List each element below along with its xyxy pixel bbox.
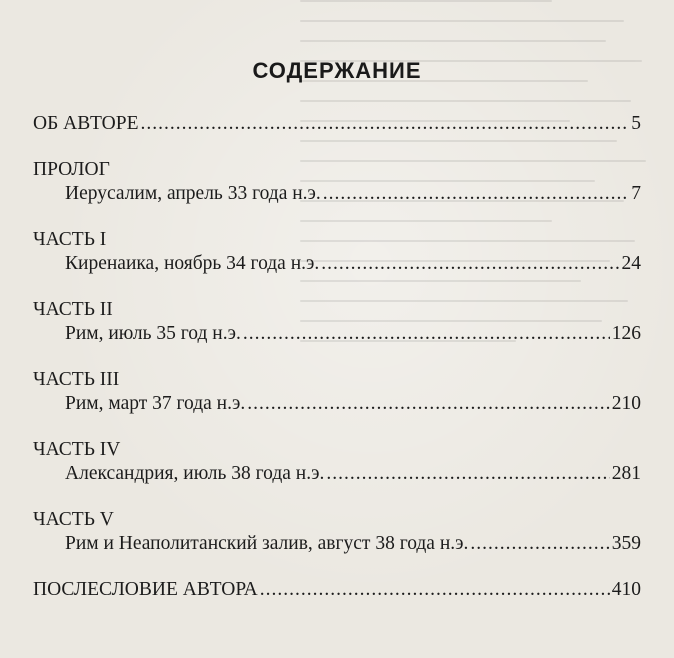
toc-entry-label: Рим, март 37 года н.э. [65,393,246,414]
toc-heading-part-3: ЧАСТЬ III [33,369,120,390]
dot-leader [243,322,610,346]
toc-heading-part-1: ЧАСТЬ I [33,229,107,250]
toc-heading-part-5: ЧАСТЬ V [33,509,114,530]
dot-leader [470,532,609,556]
toc-entry-label: Рим и Неаполитанский залив, август 38 года н.э. [65,533,469,554]
toc-entry-label: ОБ АВТОРЕ [33,113,139,134]
toc-entry-part-3 [33,392,641,416]
toc-page-number: 281 [611,463,641,484]
toc-page-number: 126 [611,323,641,344]
dot-leader [321,252,619,276]
toc-entry-label: Киренаика, ноябрь 34 года н.э. [65,253,320,274]
toc-entry-part-5 [33,532,641,556]
toc-entry-part-1 [33,252,641,276]
dot-leader [326,462,609,486]
toc-entry-label: Иерусалим, апрель 33 года н.э. [65,183,321,204]
page-title: СОДЕРЖАНИЕ [252,58,422,83]
dot-leader [260,578,610,602]
toc-page-number: 24 [621,253,641,274]
toc-entry-prologue [33,182,641,206]
toc-page-number: 7 [631,183,641,204]
toc-page-number: 410 [611,579,641,600]
dot-leader [247,392,610,416]
toc-page-number: 359 [611,533,641,554]
toc-page-number: 5 [631,113,641,134]
toc-page-number: 210 [611,393,641,414]
toc-entry-about-author [33,112,641,136]
toc-entry-afterword [33,578,641,602]
toc-heading-prologue: ПРОЛОГ [33,159,110,180]
toc-entry-label: Рим, июль 35 год н.э. [65,323,241,344]
toc-entry-part-2 [33,322,641,346]
toc-entry-label: ПОСЛЕСЛОВИЕ АВТОРА [33,579,258,600]
toc-heading-part-2: ЧАСТЬ II [33,299,113,320]
toc-entry-label: Александрия, июль 38 года н.э. [65,463,325,484]
toc-heading-part-4: ЧАСТЬ IV [33,439,121,460]
dot-leader [323,182,629,206]
toc-entry-part-4 [33,462,641,486]
table-of-contents [33,112,641,602]
dot-leader [140,112,629,136]
